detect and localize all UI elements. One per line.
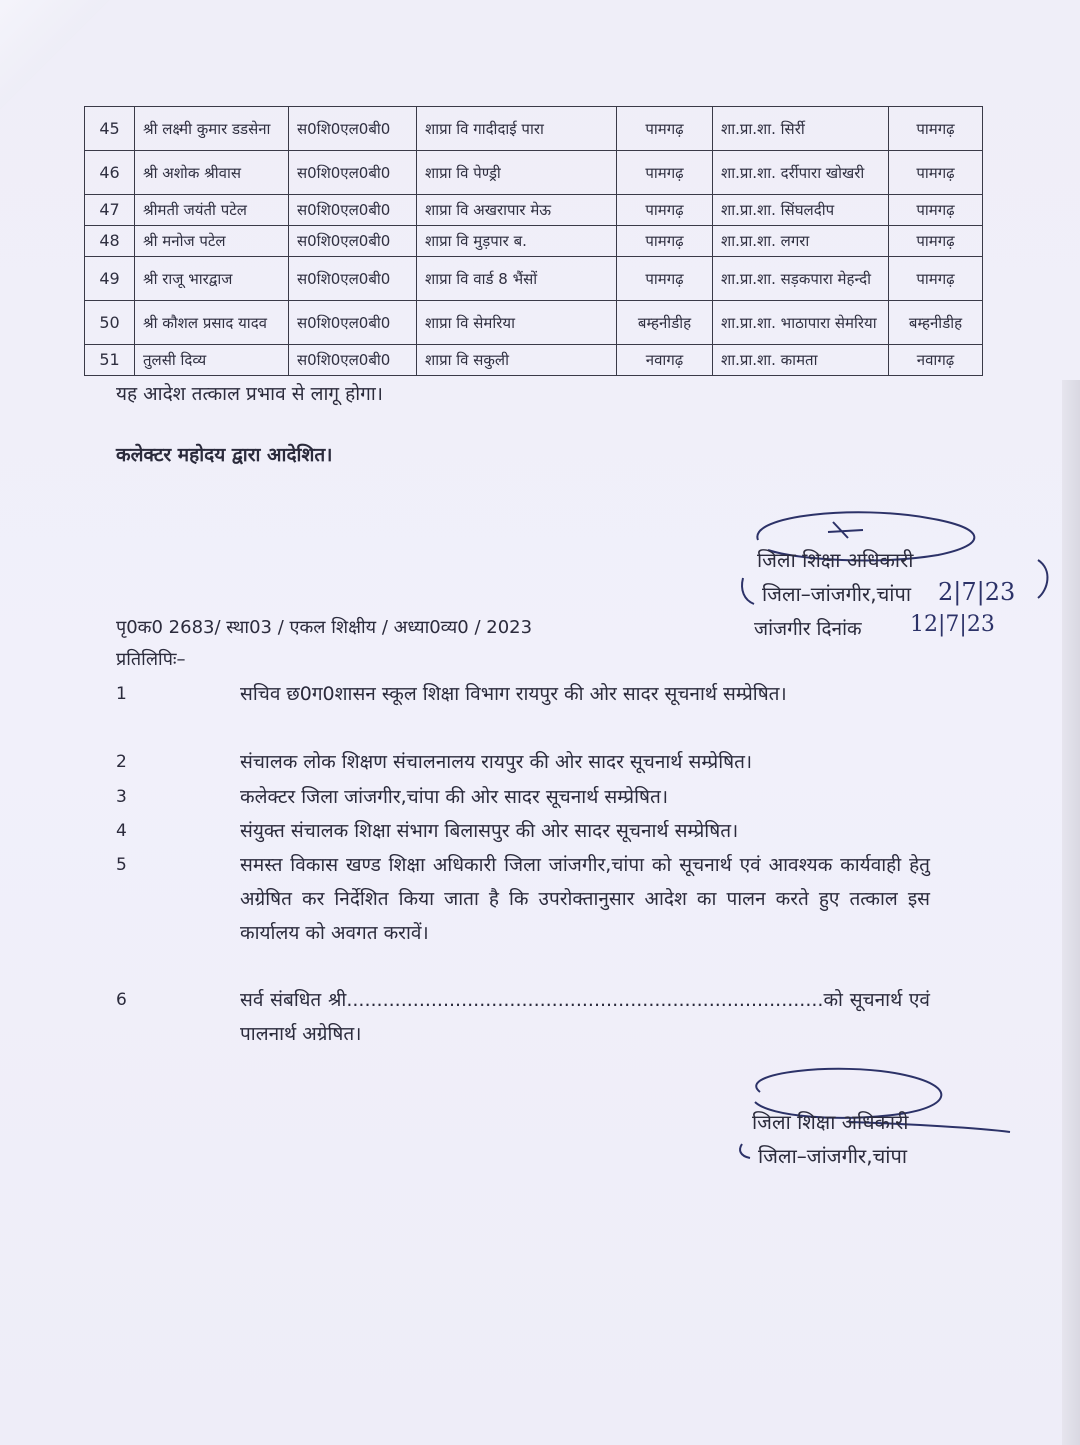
copy-item-number: 5 bbox=[116, 855, 127, 875]
row-number-cell: 45 bbox=[85, 107, 135, 151]
current-block-cell: पामगढ़ bbox=[617, 257, 713, 301]
new-school-cell: शा.प्रा.शा. सिर्री bbox=[713, 107, 889, 151]
collector-order-line: कलेक्टर महोदय द्वारा आदेशित। bbox=[116, 444, 333, 466]
new-block-cell: पामगढ़ bbox=[889, 257, 983, 301]
current-school-cell: शाप्रा वि सकुली bbox=[417, 345, 617, 376]
current-block-cell: पामगढ़ bbox=[617, 226, 713, 257]
post-cell: स0शि0एल0बी0 bbox=[289, 107, 417, 151]
page-edge-shadow bbox=[1062, 380, 1080, 1445]
page-fold-shadow bbox=[0, 0, 110, 110]
current-block-cell: पामगढ़ bbox=[617, 107, 713, 151]
post-cell: स0शि0एल0बी0 bbox=[289, 226, 417, 257]
new-school-cell: शा.प्रा.शा. लगरा bbox=[713, 226, 889, 257]
new-school-cell: शा.प्रा.शा. कामता bbox=[713, 345, 889, 376]
row-number-cell: 50 bbox=[85, 301, 135, 345]
new-block-cell: पामगढ़ bbox=[889, 195, 983, 226]
table-row bbox=[85, 345, 983, 376]
row-number-cell: 49 bbox=[85, 257, 135, 301]
copy-item-text: सचिव छ0ग0शासन स्कूल शिक्षा विभाग रायपुर की ओर सादर सूचनार्थ सम्प्रेषित। bbox=[240, 683, 787, 705]
transfer-table-body bbox=[85, 107, 983, 376]
new-school-cell: शा.प्रा.शा. सिंघलदीप bbox=[713, 195, 889, 226]
new-school-cell: शा.प्रा.शा. सड़कपारा मेहन्दी bbox=[713, 257, 889, 301]
current-school-cell: शाप्रा वि सेमरिया bbox=[417, 301, 617, 345]
current-block-cell: नवागढ़ bbox=[617, 345, 713, 376]
post-cell: स0शि0एल0बी0 bbox=[289, 301, 417, 345]
teacher-name-cell: श्री कौशल प्रसाद यादव bbox=[135, 301, 289, 345]
copy-item-text: समस्त विकास खण्ड शिक्षा अधिकारी जिला जांजगीर,चांपा को सूचनार्थ एवं आवश्यक कार्यवाही हेतु अग्रेषित कर निर्देशित किया जाता है कि उपरोक्तानुसार आदेश का पालन करते हुए तत्काल इस कार्यालय को अवगत करावें। bbox=[240, 854, 930, 944]
post-cell: स0शि0एल0बी0 bbox=[289, 151, 417, 195]
new-school-cell: शा.प्रा.शा. भाठापारा सेमरिया bbox=[713, 301, 889, 345]
copy-item-number: 3 bbox=[116, 787, 127, 807]
post-cell: स0शि0एल0बी0 bbox=[289, 195, 417, 226]
copy-item-text: सर्व संबधित श्री...............................................................................को सूचनार्थ एवं पालनार्थ अग्रेषित। bbox=[240, 989, 930, 1045]
new-block-cell: बम्हनीडीह bbox=[889, 301, 983, 345]
post-cell: स0शि0एल0बी0 bbox=[289, 257, 417, 301]
signature1-handwritten-date: 2|7|23 bbox=[938, 578, 1016, 606]
table-row bbox=[85, 107, 983, 151]
current-block-cell: पामगढ़ bbox=[617, 195, 713, 226]
new-block-cell: पामगढ़ bbox=[889, 107, 983, 151]
teacher-name-cell: श्री राजू भारद्वाज bbox=[135, 257, 289, 301]
table-row bbox=[85, 301, 983, 345]
place-date-label: जांजगीर दिनांक bbox=[754, 618, 862, 640]
row-number-cell: 47 bbox=[85, 195, 135, 226]
row-number-cell: 46 bbox=[85, 151, 135, 195]
current-school-cell: शाप्रा वि गादीदाई पारा bbox=[417, 107, 617, 151]
teacher-name-cell: श्री मनोज पटेल bbox=[135, 226, 289, 257]
current-school-cell: शाप्रा वि मुड़पार ब. bbox=[417, 226, 617, 257]
copy-label: प्रतिलिपिः– bbox=[116, 649, 186, 670]
current-block-cell: पामगढ़ bbox=[617, 151, 713, 195]
copy-item-text: संचालक लोक शिक्षण संचालनालय रायपुर की ओर सादर सूचनार्थ सम्प्रेषित। bbox=[240, 751, 753, 773]
new-block-cell: नवागढ़ bbox=[889, 345, 983, 376]
date-handwritten: 12|7|23 bbox=[910, 612, 995, 637]
signature2-designation: जिला शिक्षा अधिकारी bbox=[752, 1110, 909, 1134]
teacher-name-cell: श्री अशोक श्रीवास bbox=[135, 151, 289, 195]
current-school-cell: शाप्रा वि अखरापार मेऊ bbox=[417, 195, 617, 226]
teacher-name-cell: तुलसी दिव्य bbox=[135, 345, 289, 376]
copy-item-number: 1 bbox=[116, 684, 127, 704]
row-number-cell: 48 bbox=[85, 226, 135, 257]
new-school-cell: शा.प्रा.शा. दर्रीपारा खोखरी bbox=[713, 151, 889, 195]
teacher-name-cell: श्री लक्ष्मी कुमार डडसेना bbox=[135, 107, 289, 151]
table-row bbox=[85, 257, 983, 301]
copy-item-text: कलेक्टर जिला जांजगीर,चांपा की ओर सादर सूचनार्थ सम्प्रेषित। bbox=[240, 786, 669, 808]
copy-item-number: 6 bbox=[116, 990, 127, 1010]
signature1-district: जिला–जांजगीर,चांपा bbox=[762, 582, 912, 606]
signature1-designation: जिला शिक्षा अधिकारी bbox=[757, 548, 914, 572]
copy-item-number: 2 bbox=[116, 752, 127, 772]
teacher-name-cell: श्रीमती जयंती पटेल bbox=[135, 195, 289, 226]
table-row bbox=[85, 195, 983, 226]
row-number-cell: 51 bbox=[85, 345, 135, 376]
current-block-cell: बम्हनीडीह bbox=[617, 301, 713, 345]
table-row bbox=[85, 151, 983, 195]
new-block-cell: पामगढ़ bbox=[889, 226, 983, 257]
transfer-table bbox=[84, 106, 983, 376]
copy-item-text: संयुक्त संचालक शिक्षा संभाग बिलासपुर की ओर सादर सूचनार्थ सम्प्रेषित। bbox=[240, 820, 739, 842]
current-school-cell: शाप्रा वि पेण्ड्री bbox=[417, 151, 617, 195]
current-school-cell: शाप्रा वि वार्ड 8 भैंसों bbox=[417, 257, 617, 301]
signature2-district: जिला–जांजगीर,चांपा bbox=[758, 1144, 908, 1168]
copy-item-number: 4 bbox=[116, 821, 127, 841]
new-block-cell: पामगढ़ bbox=[889, 151, 983, 195]
table-row bbox=[85, 226, 983, 257]
post-cell: स0शि0एल0बी0 bbox=[289, 345, 417, 376]
reference-number: पृ0क0 2683/ स्था03 / एकल शिक्षीय / अध्या0व्य0 / 2023 bbox=[116, 617, 533, 638]
order-effect-line: यह आदेश तत्काल प्रभाव से लागू होगा। bbox=[116, 383, 383, 405]
